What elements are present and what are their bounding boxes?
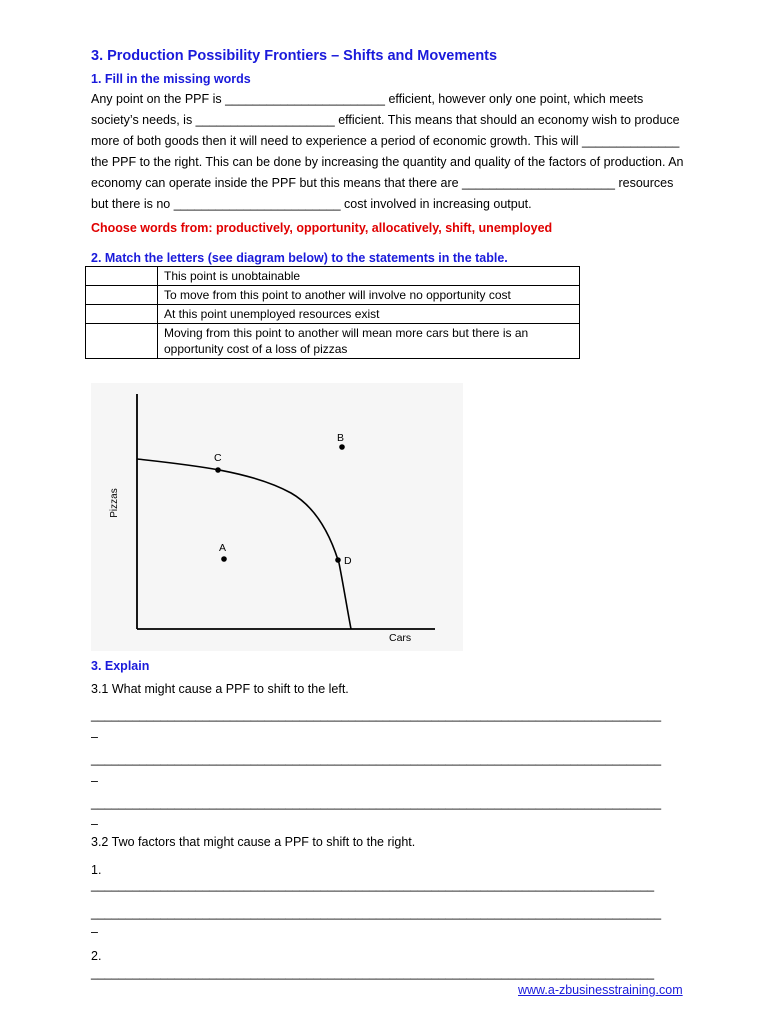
- paragraph-line: more of both goods then it will need to experience a period of economic growth. This will ______________: [91, 134, 680, 148]
- point-b-label: B: [337, 432, 345, 444]
- item-number-2: 2.: [91, 949, 102, 963]
- answer-dash: –: [91, 730, 98, 744]
- point-c-marker: [215, 467, 221, 473]
- paragraph-line: economy can operate inside the PPF but this means that there are ______________________ resources: [91, 176, 674, 190]
- section2-heading: 2. Match the letters (see diagram below) to the statements in the table.: [91, 251, 508, 265]
- statement-cell: At this point unemployed resources exist: [158, 305, 580, 324]
- answer-line[interactable]: __________________________________________________________________________________: [91, 796, 662, 810]
- table-row: [86, 324, 580, 359]
- footer-website-link[interactable]: www.a-zbusinesstraining.com: [518, 983, 683, 997]
- point-c-label: C: [214, 452, 222, 464]
- answer-line[interactable]: _________________________________________________________________________________: [91, 966, 655, 980]
- ppf-diagram: [91, 383, 463, 651]
- item-number-1: 1.: [91, 863, 102, 877]
- statement-cell: This point is unobtainable: [158, 267, 580, 286]
- section3-heading: 3. Explain: [91, 659, 150, 673]
- table-row: [86, 305, 580, 324]
- question-3-2: 3.2 Two factors that might cause a PPF to shift to the right.: [91, 835, 416, 849]
- diagram-background: [91, 383, 463, 651]
- answer-cell[interactable]: [86, 324, 158, 359]
- word-bank: Choose words from: productively, opportunity, allocatively, shift, unemployed: [91, 221, 553, 235]
- question-3-1: 3.1 What might cause a PPF to shift to the left.: [91, 682, 349, 696]
- table-row: [86, 267, 580, 286]
- section1-heading: 1. Fill in the missing words: [91, 72, 251, 86]
- answer-cell[interactable]: [86, 267, 158, 286]
- paragraph-line: society’s needs, is ____________________ efficient. This means that should an economy wish to produce: [91, 113, 680, 127]
- statement-cell: Moving from this point to another will mean more cars but there is an opportunity cost of a loss of pizzas: [158, 324, 580, 359]
- y-axis-label: Pizzas: [109, 488, 120, 518]
- matching-table: [85, 266, 580, 359]
- table-row: [86, 286, 580, 305]
- answer-line[interactable]: __________________________________________________________________________________: [91, 752, 662, 766]
- point-d-marker: [335, 557, 341, 563]
- statement-cell: To move from this point to another will involve no opportunity cost: [158, 286, 580, 305]
- x-axis-label: Cars: [389, 632, 412, 644]
- answer-cell[interactable]: [86, 305, 158, 324]
- page-title: 3. Production Possibility Frontiers – Shifts and Movements: [91, 48, 498, 64]
- answer-line[interactable]: __________________________________________________________________________________: [91, 906, 662, 920]
- answer-line[interactable]: __________________________________________________________________________________: [91, 708, 662, 722]
- answer-dash: –: [91, 925, 98, 939]
- paragraph-line: Any point on the PPF is _______________________ efficient, however only one point, which meets: [91, 92, 644, 106]
- point-a-label: A: [219, 542, 227, 554]
- point-a-marker: [221, 556, 227, 562]
- point-b-marker: [339, 444, 345, 450]
- answer-cell[interactable]: [86, 286, 158, 305]
- paragraph-line: but there is no ________________________ cost involved in increasing output.: [91, 197, 532, 211]
- point-d-label: D: [344, 555, 352, 567]
- answer-dash: –: [91, 774, 98, 788]
- paragraph-line: the PPF to the right. This can be done by increasing the quantity and quality of the factors of production. An: [91, 155, 684, 169]
- fill-in-paragraph: [91, 89, 684, 215]
- answer-dash: –: [91, 817, 98, 831]
- answer-line[interactable]: _________________________________________________________________________________: [91, 878, 655, 892]
